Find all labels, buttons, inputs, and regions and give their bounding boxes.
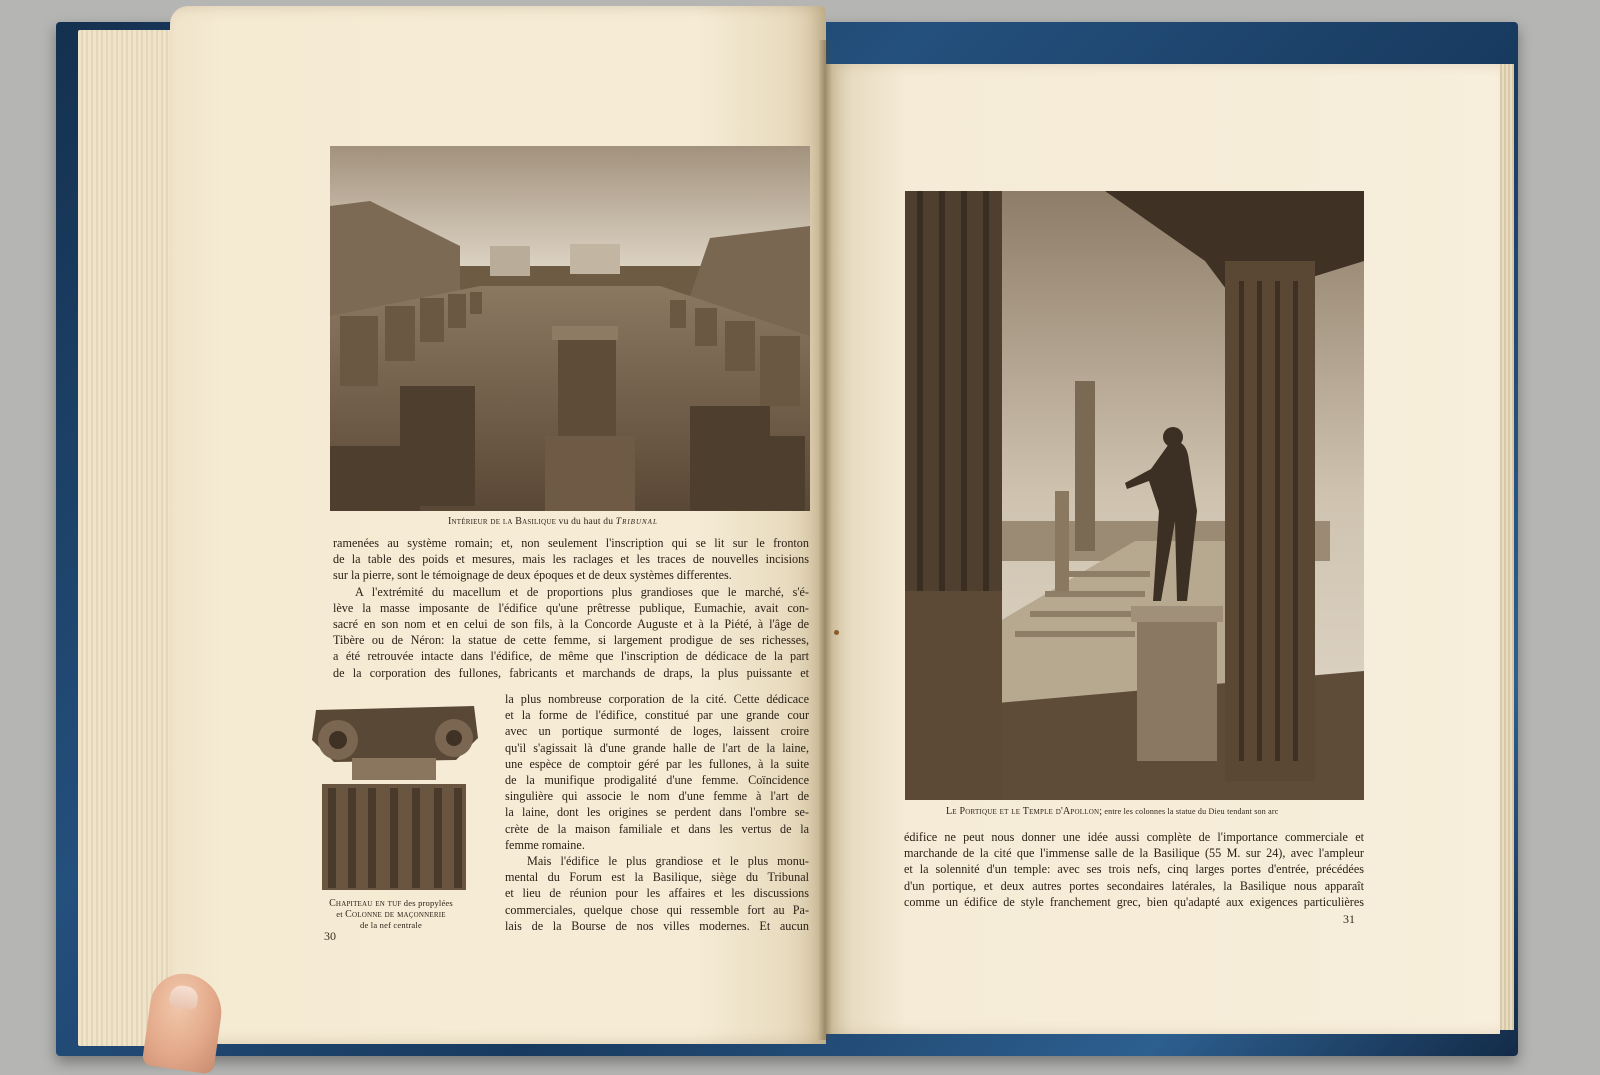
text-line: une espèce de comptoir géré par les fullones, à la suite bbox=[505, 756, 809, 771]
caption-text: de la nef centrale bbox=[360, 920, 422, 930]
caption-title: Chapiteau en tuf bbox=[329, 898, 402, 909]
book-gutter bbox=[818, 40, 832, 1040]
text-line: lais de la Bourse de nos villes modernes. Et aucun bbox=[505, 918, 809, 933]
text-line: et lieu de réunion pour les affaires et les discussions bbox=[505, 886, 809, 901]
caption-text: entre les colonnes la statue du Dieu tendant son arc bbox=[1102, 807, 1279, 816]
text-line: Tibère ou de Néron: la statue de cette femme, si largement prodigue de ses richesses, bbox=[333, 633, 809, 648]
text-line: édifice ne peut nous donner une idée aussi complète de l'importance commerciale et bbox=[904, 830, 1364, 844]
paper-spot bbox=[834, 630, 839, 635]
caption-text: des propylées bbox=[401, 898, 453, 908]
caption-text: et bbox=[336, 909, 346, 919]
text-line: de la munifique prodigalité d'une femme. Coïncidence bbox=[505, 773, 809, 788]
apollo-photo-caption bbox=[946, 806, 1279, 817]
left-page-text-top bbox=[333, 535, 809, 681]
capital-column-photo bbox=[306, 698, 482, 892]
text-line: A l'extrémité du macellum et de proportions plus grandioses que le marché, s'é- bbox=[355, 584, 809, 599]
capital-photo-caption bbox=[298, 898, 484, 930]
text-line: la laine, dont les origines se perdent dans l'ombre se- bbox=[505, 805, 809, 820]
apollo-temple-photo bbox=[905, 191, 1364, 800]
text-line: marchande de la cité que l'immense salle de la Basilique (55 M. sur 24), avec l'ampleur bbox=[904, 846, 1364, 861]
text-line: la plus nombreuse corporation de la cité. Cette dédicace bbox=[505, 692, 809, 706]
text-line: ramenées au système romain; et, non seulement l'inscription qui se lit sur le fronton bbox=[333, 536, 809, 550]
text-line: avec un portique surmonté de loges, laissent croire bbox=[505, 724, 809, 739]
text-line: et la forme de l'édifice, constitué par une grande cour bbox=[505, 708, 809, 723]
caption-title: Le Portique et le Temple d'Apollon; bbox=[946, 806, 1103, 817]
right-page-number: 31 bbox=[1343, 912, 1355, 926]
caption-italic: Tribunal bbox=[615, 517, 658, 527]
text-line: de la table des poids et mesures, mais les raclages et les traces de nouvelles incisions bbox=[333, 552, 809, 567]
text-line: a été retrouvée intacte dans l'édifice, de même que l'inscription de dédicace de la part bbox=[333, 649, 809, 664]
basilica-interior-photo bbox=[330, 146, 810, 511]
right-page-text bbox=[904, 829, 1364, 910]
text-line: Mais l'édifice le plus grandiose et le plus monu- bbox=[527, 854, 809, 869]
text-line: singulière qui associe le nom d'une femme à l'art de bbox=[505, 789, 809, 804]
caption-title: Colonne de maçonnerie bbox=[345, 909, 446, 920]
left-page-text-column bbox=[505, 691, 809, 934]
text-line: comme un édifice de style franchement grec, bien qu'adapté aux exigences particulières bbox=[904, 894, 1364, 909]
text-line: lève la masse imposante de l'édifice qu'une prêtresse publique, Eumachie, avait con- bbox=[333, 600, 809, 615]
caption-text: vu du haut du bbox=[556, 517, 616, 527]
text-line: sacré en son nom et en celui de son fils, à la Concorde Auguste et à la Piété, à l'âge de bbox=[333, 617, 809, 632]
caption-title: Intérieur de la Basilique bbox=[448, 516, 557, 527]
text-line: d'un portique, et deux autres portes secondaires latérales, la Basilique nous apparaît bbox=[904, 878, 1364, 893]
text-line: crète de la maison familiale et dans les vertus de la bbox=[505, 821, 809, 836]
basilica-photo-caption bbox=[448, 516, 658, 527]
text-line: et la solennité d'un temple: avec ses trois nefs, cinq larges portes d'entrée, précédées bbox=[904, 862, 1364, 877]
text-line: mental du Forum est la Basilique, siège du Tribunal bbox=[505, 870, 809, 885]
left-page-number: 30 bbox=[324, 929, 336, 943]
text-line: commerciales, quelque chose qui ressemble fort au Pa- bbox=[505, 902, 809, 917]
text-line: sur la pierre, sont le témoignage de deux époques et de deux systèmes differentes. bbox=[333, 568, 732, 583]
text-line: femme romaine. bbox=[505, 837, 585, 852]
text-line: de la corporation des fullones, fabricants et marchands de draps, la plus puissante et bbox=[333, 665, 809, 680]
text-line: qu'il s'agissait là d'une grande halle de l'art de la laine, bbox=[505, 740, 809, 755]
